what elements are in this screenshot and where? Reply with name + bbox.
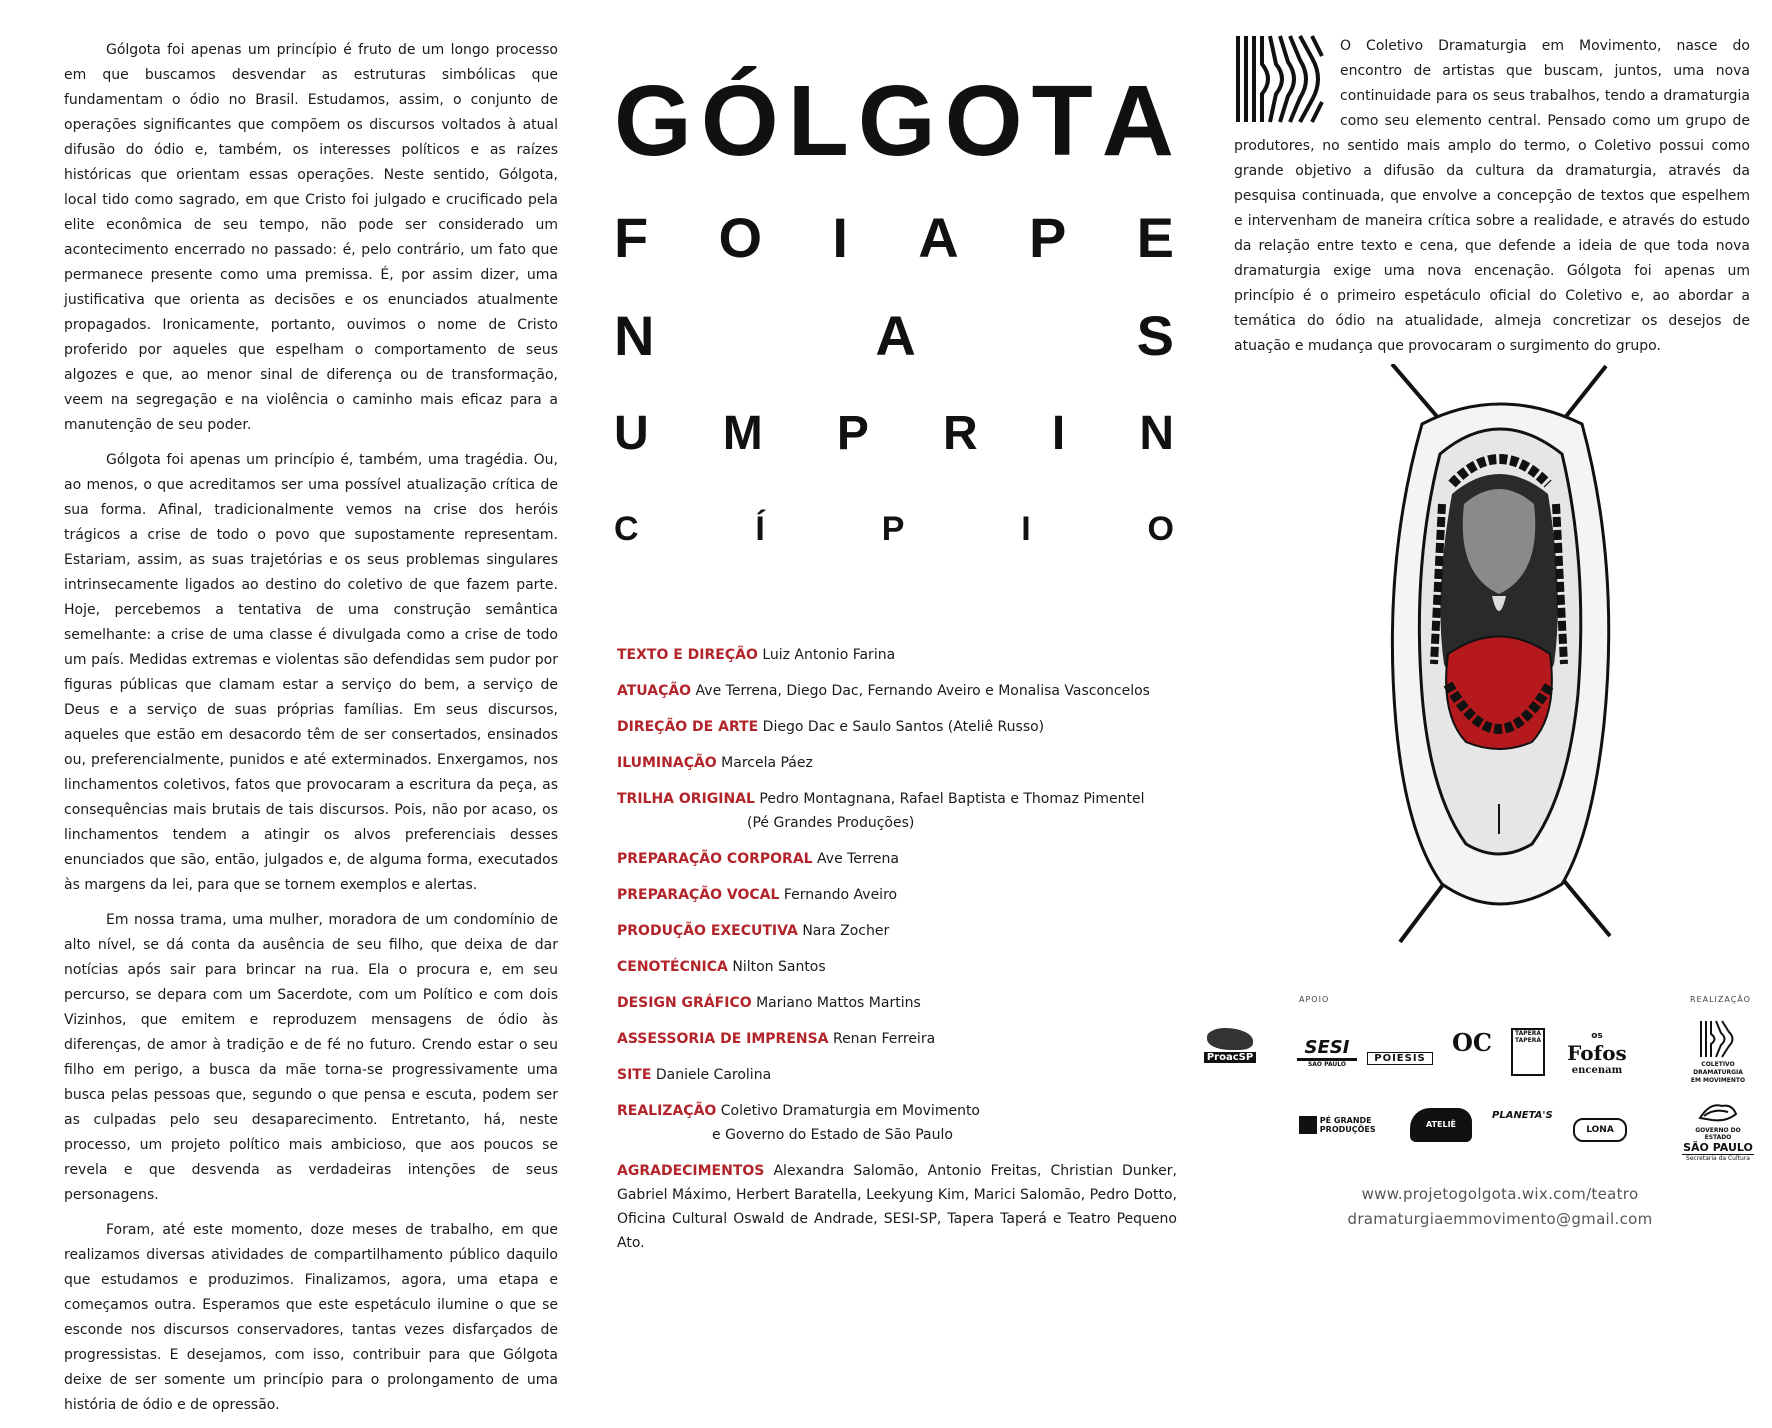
credit-names: Marcela Páez xyxy=(721,755,813,771)
credit-role: TRILHA ORIGINAL xyxy=(617,791,755,807)
credit-continuation: (Pé Grandes Produções) xyxy=(747,815,915,831)
footer-contacts xyxy=(1300,1182,1700,1232)
title-row-5 xyxy=(614,506,1174,552)
website-link[interactable]: www.projetogolgota.wix.com/teatro xyxy=(1361,1185,1639,1203)
title-letter: F xyxy=(614,205,649,269)
credit-names: Alexandra Salomão, Antonio Freitas, Christian Dunker, Gabriel Máximo, Herbert Baratella, Leekyung Kim, Marici Salomão, Pedro Dotto, Oficina Cultural Oswald de Andrade, SESI-SP, Tapera Taperá e Teatro Pequeno Ato. xyxy=(617,1163,1178,1251)
realizacao-label: REALIZAÇÃO xyxy=(1690,995,1751,1004)
coletivo-k-logo xyxy=(1234,34,1340,132)
credit-names: Coletivo Dramaturgia em Movimento xyxy=(720,1103,980,1119)
paragraph: Foram, até este momento, doze meses de trabalho, em que realizamos diversas atividades de compartilhamento público daquilo que estudamos e produzimos. Finalizamos, agora, uma etapa e começamos outra. Esperamos que este espetáculo ilumine o que se esconde nos discursos conservadores, tantas vezes disfarçados de progressistas. E desejamos, com isso, contribuir para que Gólgota deixe de ser somente um princípio para o prolongamento de uma história de ódio e de opressão. xyxy=(64,1222,558,1413)
title-row-2 xyxy=(614,204,1174,270)
credit-role: DESIGN GRÁFICO xyxy=(617,995,752,1011)
coletivo-description: O Coletivo Dramaturgia em Movimento, nasce do encontro de artistas que buscam, juntos, uma nova continuidade para os seus trabalhos, tendo a dramaturgia como seu elemento central. Pensado como um grupo de produtores, no sentido mais amplo do termo, o Coletivo possui como grande objetivo a difusão da cultura da dramaturgia, através da pesquisa continuada, que envolve a concepção de textos que espelhem e intervenham de maneira crítica sobre a realidade, e através do estudo da relação entre texto e cena, que defende a ideia de que toda nova dramaturgia exige uma nova encenação. Gólgota foi apenas um princípio é o primeiro espetáculo oficial do Coletivo e, ao abordar a temática do ódio na atualidade, almeja concretizar os desejos de atuação e mudança que provocaram o surgimento do grupo. xyxy=(1234,38,1750,354)
title-letter: N xyxy=(614,303,655,367)
credit-names: Pedro Montagnana, Rafael Baptista e Thomaz Pimentel xyxy=(759,791,1145,807)
credit-continuation: e Governo do Estado de São Paulo xyxy=(712,1127,953,1143)
credit-role: PREPARAÇÃO CORPORAL xyxy=(617,851,813,867)
credit-names: Ave Terrena xyxy=(817,851,899,867)
credit-item xyxy=(617,1027,1177,1051)
oc-logo: OC xyxy=(1452,1028,1493,1057)
credit-role: AGRADECIMENTOS xyxy=(617,1163,765,1179)
left-column xyxy=(64,38,558,1428)
credit-names: Fernando Aveiro xyxy=(783,887,898,903)
credit-item xyxy=(617,787,1177,835)
credit-item xyxy=(617,715,1177,739)
fofos-logo: os Fofos encenam xyxy=(1567,1031,1627,1076)
governo-sp-logo: GOVERNO DO ESTADO SÃO PAULO Secretaria da Cultura xyxy=(1682,1100,1754,1162)
sp-map-icon xyxy=(1698,1100,1738,1124)
credit-role: REALIZAÇÃO xyxy=(617,1103,717,1119)
title-letter: I xyxy=(832,205,848,269)
right-column xyxy=(1234,34,1750,359)
lona-logo: LONA xyxy=(1573,1118,1627,1142)
title-letter: A xyxy=(1101,64,1174,177)
sesi-logo: SESI SÃO PAULO xyxy=(1297,1037,1357,1068)
title-letter: P xyxy=(1028,205,1067,269)
title-letter: P xyxy=(881,509,905,548)
credit-names: Renan Ferreira xyxy=(832,1031,936,1047)
title-letter: E xyxy=(1136,205,1174,269)
title-letter: Ó xyxy=(700,64,779,177)
paragraph: Em nossa trama, uma mulher, moradora de um condomínio de alto nível, se dá conta da ausência de seu filho, que deixa de dar notícias após sair para brincar na rua. Ela o procura e, em seu percurso, se depara com um Sacerdote, com um Político e com dois Vizinhos, que emitem e reproduzem mensagens de ódio às diferenças, de amor à tradição e de fé no futuro. Crendo estar o seu filho em perigo, a busca da mãe torna-se progressivamente uma busca pelas pessoas que, segundo o que pensa e escuta, podem ser as culpadas pelo seu desaparecimento. Entretanto, há, neste processo, um projeto político mais ambicioso, que aos poucos se revela e que desvenda as verdadeiras intenções de seus personagens. xyxy=(64,912,558,1203)
tapera-logo: TAPERA TAPERÁ xyxy=(1511,1028,1545,1076)
title-row-1 xyxy=(614,58,1174,184)
credit-item xyxy=(617,919,1177,943)
title-letter: I xyxy=(1021,509,1031,548)
credit-item xyxy=(617,1159,1177,1255)
credit-names: Mariano Mattos Martins xyxy=(756,995,921,1011)
credit-item xyxy=(617,1099,1177,1147)
credit-names: Daniele Carolina xyxy=(655,1067,772,1083)
title-letter: T xyxy=(1031,64,1093,177)
title-letter: I xyxy=(1051,406,1066,460)
k-logo-icon xyxy=(1234,34,1330,124)
mouth-illustration xyxy=(1382,364,1616,944)
title-letter: A xyxy=(918,205,959,269)
title-letter: G xyxy=(614,64,692,177)
credit-item xyxy=(617,991,1177,1015)
credit-names: Ave Terrena, Diego Dac, Fernando Aveiro e Monalisa Vasconcelos xyxy=(695,683,1150,699)
k-logo-small-icon xyxy=(1698,1020,1738,1058)
paragraph: Gólgota foi apenas um princípio é, também, uma tragédia. Ou, ao menos, o que acreditamos ser uma possível atualização crítica de sua forma. Afinal, tradicionalmente vemos na crise dos heróis trágicos a crise de todo o povo que supostamente representam. Estariam, assim, as suas trajetórias e os seus problemas singulares intrinsecamente ligados ao destino do coletivo de que fazem parte. Hoje, percebemos a tentativa de uma construção semântica semelhante: a crise de uma classe é divulgada como a crise de todo um país. Medidas extremas e violentas são defendidas sem pudor por figuras públicas que clamam estar a serviço do bem, a serviço de Deus e a serviço de suas próprias famílias. Em seus discursos, aqueles que estão em desacordo têm de ser consertados, ensinados ou, preferencialmente, punidos e até exterminados. Enxergamos, nos linchamentos coletivos, fatos que provocaram a escritura da peça, as consequências mais brutais de tais discursos. Pois, não por acaso, os linchamentos tendem a atingir os alvos preferenciais desses enunciados que são, então, julgados e, de alguma forma, executados às margens da lei, para que se tornem exemplos e alertas. xyxy=(64,452,558,893)
apoio-label: APOIO xyxy=(1299,995,1330,1004)
credit-role: ASSESSORIA DE IMPRENSA xyxy=(617,1031,829,1047)
credit-role: ILUMINAÇÃO xyxy=(617,755,717,771)
title-letter: R xyxy=(943,406,978,460)
title-letter: O xyxy=(718,205,763,269)
title-letter: N xyxy=(1139,406,1174,460)
credit-role: PRODUÇÃO EXECUTIVA xyxy=(617,923,798,939)
credit-item xyxy=(617,1063,1177,1087)
title-letter: L xyxy=(787,64,849,177)
credit-names: Diego Dac e Saulo Santos (Ateliê Russo) xyxy=(762,719,1045,735)
credits-list xyxy=(617,643,1177,1267)
poiesis-logo: POIESIS xyxy=(1367,1052,1433,1065)
credit-item xyxy=(617,847,1177,871)
atelie-russo-logo: ATELIÊ RUSSO xyxy=(1410,1108,1472,1142)
email-link[interactable]: dramaturgiaemmovimento@gmail.com xyxy=(1347,1210,1653,1228)
credit-item xyxy=(617,679,1177,703)
credit-item xyxy=(617,643,1177,667)
title-letter: P xyxy=(836,406,869,460)
credit-role: TEXTO E DIREÇÃO xyxy=(617,647,758,663)
title-letter: A xyxy=(875,303,916,367)
title-row-4 xyxy=(614,400,1174,466)
credit-role: SITE xyxy=(617,1067,652,1083)
title-letter: C xyxy=(614,509,639,548)
title-row-3 xyxy=(614,302,1174,368)
coletivo-realizacao-logo: COLETIVO DRAMATURGIA EM MOVIMENTO xyxy=(1688,1020,1748,1085)
credit-role: PREPARAÇÃO VOCAL xyxy=(617,887,780,903)
title-letter: Í xyxy=(755,509,765,548)
credit-item xyxy=(617,883,1177,907)
pe-grande-logo: PÉ GRANDE PRODUÇÕES xyxy=(1299,1116,1385,1134)
credit-item xyxy=(617,955,1177,979)
credit-role: CENOTÉCNICA xyxy=(617,959,728,975)
credit-names: Nara Zocher xyxy=(802,923,890,939)
credit-role: DIREÇÃO DE ARTE xyxy=(617,719,759,735)
title-letter: O xyxy=(944,64,1023,177)
credit-role: ATUAÇÃO xyxy=(617,683,692,699)
title-letter: U xyxy=(614,406,649,460)
credit-names: Luiz Antonio Farina xyxy=(762,647,896,663)
credit-item xyxy=(617,751,1177,775)
poster-title xyxy=(614,58,1174,552)
title-letter: M xyxy=(722,406,763,460)
title-letter: G xyxy=(857,64,936,177)
title-letter: O xyxy=(1147,509,1174,548)
paragraph: Gólgota foi apenas um princípio é fruto de um longo processo em que buscamos desvendar as estruturas simbólicas que fundamentam o ódio no Brasil. Estudamos, assim, o conjunto de operações significantes que compõem os discursos voltados à atual difusão do ódio e, também, os interesses políticos e as raízes históricas que orientam essas operações. Neste sentido, Gólgota, local tido como sagrado, em que Cristo foi julgado e crucificado pela elite econômica de seu tempo, não pode ser considerado um acontecimento encerrado no passado: é, pelo contrário, um fato que permanece presente como uma premissa. É, por assim dizer, uma justificativa que orienta as decisões e os enunciados atualmente propagados. Ironicamente, portanto, ouvimos o nome de Cristo proferido por aqueles que espelham o comportamento de seus algozes e que, ao menor sinal de diferença ou de transformação, veem na segregação e na violência o caminho mais eficaz para a manutenção de seu poder. xyxy=(64,42,558,433)
proac-logo: ProacSP xyxy=(1202,1028,1258,1063)
title-letter: S xyxy=(1136,303,1174,367)
credit-names: Nilton Santos xyxy=(732,959,826,975)
planetas-logo: PLANETA'S xyxy=(1492,1110,1553,1121)
